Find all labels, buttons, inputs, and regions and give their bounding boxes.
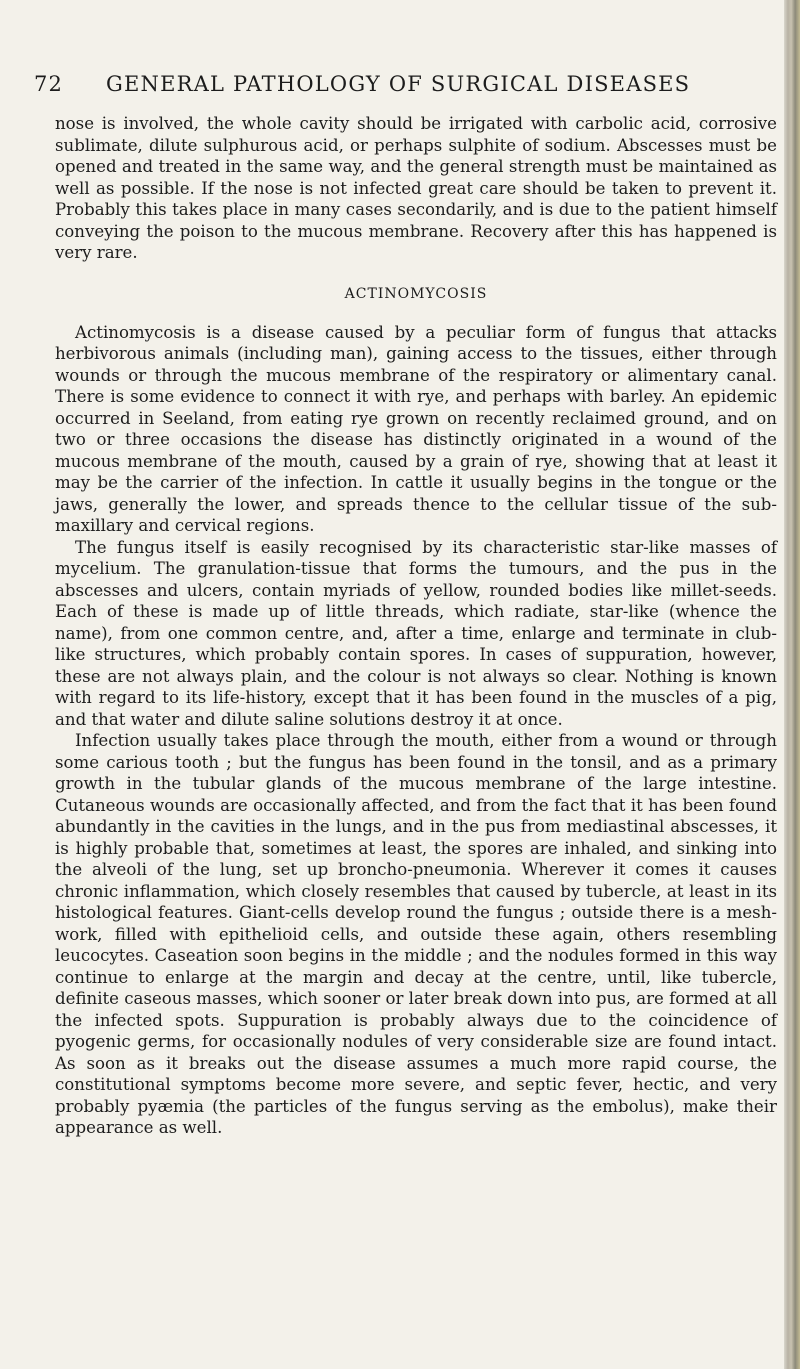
page-number: 72: [34, 72, 64, 96]
paragraph: nose is involved, the whole cavity should be irrigated with carbolic acid, corrosive sublimate, dilute sulphurous acid, or perhaps sulphite of sodium. Abscesses must be opened and treated in the same way, and the general strength must be maintained as well as possible. If the nose is not infected great care should be taken to prevent it. Probably this takes place in many cases secondarily, and is due to the patient himself conveying the poison to the mucous membrane. Recovery after this has happened is very rare.: [55, 114, 777, 262]
paragraph: Actinomycosis is a disease caused by a peculiar form of fungus that attacks herbivorous animals (including man), gaining access to the tissues, either through wounds or through the mucous membrane of the respiratory or alimentary canal. There is some evidence to connect it with rye, and perhaps with barley. An epidemic occurred in Seeland, from eating rye grown on recently reclaimed ground, and on two or three occasions the disease has distinctly originated in a wound of the mucous membrane of the mouth, caused by a grain of rye, showing that at least it may be the carrier of the infection. In cattle it usually begins in the tongue or the jaws, generally the lower, and spreads thence to the cellular tissue of the sub-maxillary and cervical regions.: [55, 322, 777, 535]
paragraph: The fungus itself is easily recognised by its characteristic star-like masses of mycelium. The granulation-tissue that forms the tumours, and the pus in the abscesses and ulcers, contain myriads of yellow, rounded bodies like millet-seeds. Each of these is made up of little threads, which radiate, star-like (whence the name), from one common centre, and, after a time, enlarge and terminate in club-like structures, which probably contain spores. In cases of suppuration, however, these are not always plain, and the colour is not always so clear. Nothing is known with regard to its life-history, except that it has been found in the muscles of a pig, and that water and dilute saline solutions destroy it at once.: [55, 537, 777, 729]
page-edge: [784, 0, 800, 1369]
paragraph: Infection usually takes place through the mouth, either from a wound or through some carious tooth ; but the fungus has been found in the tonsil, and as a primary growth in the tubular glands of the mucous membrane of the large intestine. Cutaneous wounds are occasionally affected, and from the fact that it has been found abundantly in the cavities in the lungs, and in the pus from mediastinal abscesses, it is highly probable that, sometimes at least, the spores are inhaled, and sinking into the alveoli of the lung, set up broncho-pneumonia. Wherever it comes it causes chronic inflammation, which closely resembles that caused by tubercle, at least in its histological features. Giant-cells develop round the fungus ; outside there is a mesh-work, filled with epithelioid cells, and outside these again, others resembling leucocytes. Caseation soon begins in the middle ; and the nodules formed in this way continue to enlarge at the margin and decay at the centre, until, like tubercle, definite caseous masses, which sooner or later break down into pus, are formed at all the infected spots. Suppuration is probably always due to the coincidence of pyogenic germs, for occasionally nodules of very considerable size are found intact. As soon as it breaks out the disease assumes a much more rapid course, the constitutional symptoms become more severe, and septic fever, hectic, and very probably pyæmia (the particles of the fungus serving as the embolus), make their appearance as well.: [55, 731, 778, 1137]
body-text: [55, 113, 777, 1139]
running-title: GENERAL PATHOLOGY OF SURGICAL DISEASES: [106, 72, 691, 96]
section-heading: ACTINOMYCOSIS: [344, 285, 488, 302]
page-header: [34, 68, 780, 104]
